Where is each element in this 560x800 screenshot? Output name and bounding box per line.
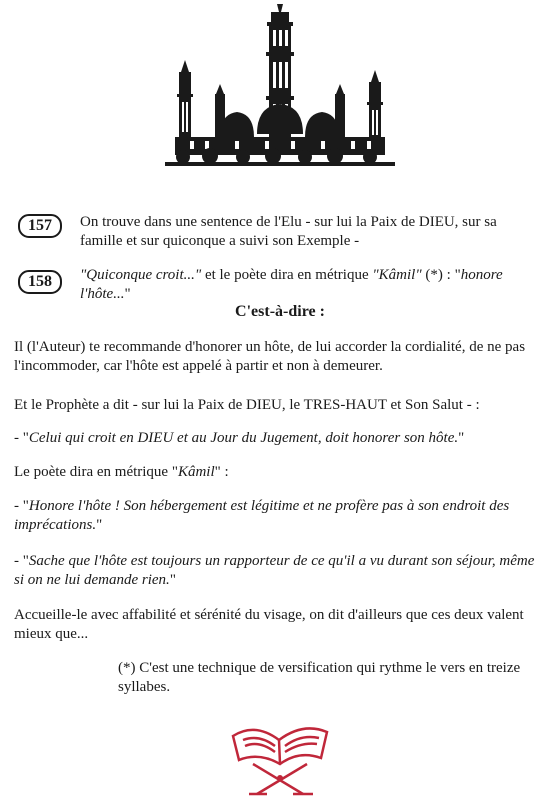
verse-quote-2 xyxy=(14,552,548,590)
hadith-quote xyxy=(14,429,548,448)
entry-158-text xyxy=(80,266,540,304)
quote-fragment: "Quiconque croit..." xyxy=(80,267,202,283)
entry-number-badge: 158 xyxy=(18,270,62,294)
mosque-illustration xyxy=(165,2,395,172)
quote-fragment: Celui qui croit en DIEU et au Jour du Jugement, doit honorer son hôte. xyxy=(28,430,459,446)
text-fragment: (*) : " xyxy=(421,267,461,283)
section-heading: C'est-à-dire : xyxy=(235,303,325,320)
quote-fragment: Sache que l'hôte est toujours un rapporteur de ce qu'il a vu durant son séjour, même si on ne lui demande rien. xyxy=(14,553,535,588)
paragraph-welcome: Accueille-le avec affabilité et sérénité du visage, on dit d'ailleurs que ces deux valent mieux que... xyxy=(14,607,524,642)
verse-quote-1 xyxy=(14,497,554,535)
paragraph-poet xyxy=(14,463,548,482)
metre-name: "Kâmil" xyxy=(372,267,422,283)
quote-fragment: Honore l'hôte ! Son hébergement est légitime et ne profère pas à son endroit des imprécations. xyxy=(14,498,510,533)
entry-157-text: On trouve dans une sentence de l'Elu - sur lui la Paix de DIEU, sur sa famille et sur quiconque a suivi son Exemple - xyxy=(80,214,497,249)
text-fragment: " xyxy=(169,572,176,588)
text-fragment: et le poète dira en métrique xyxy=(201,267,373,283)
paragraph-prophet-said: Et le Prophète a dit - sur lui la Paix de DIEU, le TRES-HAUT et Son Salut - : xyxy=(14,397,480,413)
quran-book-on-stand-icon xyxy=(225,708,335,798)
text-fragment: - " xyxy=(14,498,29,514)
text-fragment: " xyxy=(96,517,103,533)
entry-number-badge: 157 xyxy=(18,214,62,238)
metre-name: Kâmil xyxy=(177,464,215,480)
footnote: (*) C'est une technique de versification qui rythme le vers en treize syllabes. xyxy=(118,660,521,695)
quote-fragment: honore l'hôte... xyxy=(80,267,503,302)
text-fragment: " xyxy=(458,430,465,446)
text-fragment: " xyxy=(124,286,131,302)
paragraph-explanation: Il (l'Auteur) te recommande d'honorer un hôte, de lui accorder la cordialité, de ne pas l'incommoder, car l'hôte est appelé à partir et non à demeurer. xyxy=(14,339,526,374)
text-fragment: - " xyxy=(14,553,29,569)
text-fragment: " : xyxy=(214,464,229,480)
text-fragment: - " xyxy=(14,430,29,446)
text-fragment: Le poète dira en métrique " xyxy=(14,464,178,480)
